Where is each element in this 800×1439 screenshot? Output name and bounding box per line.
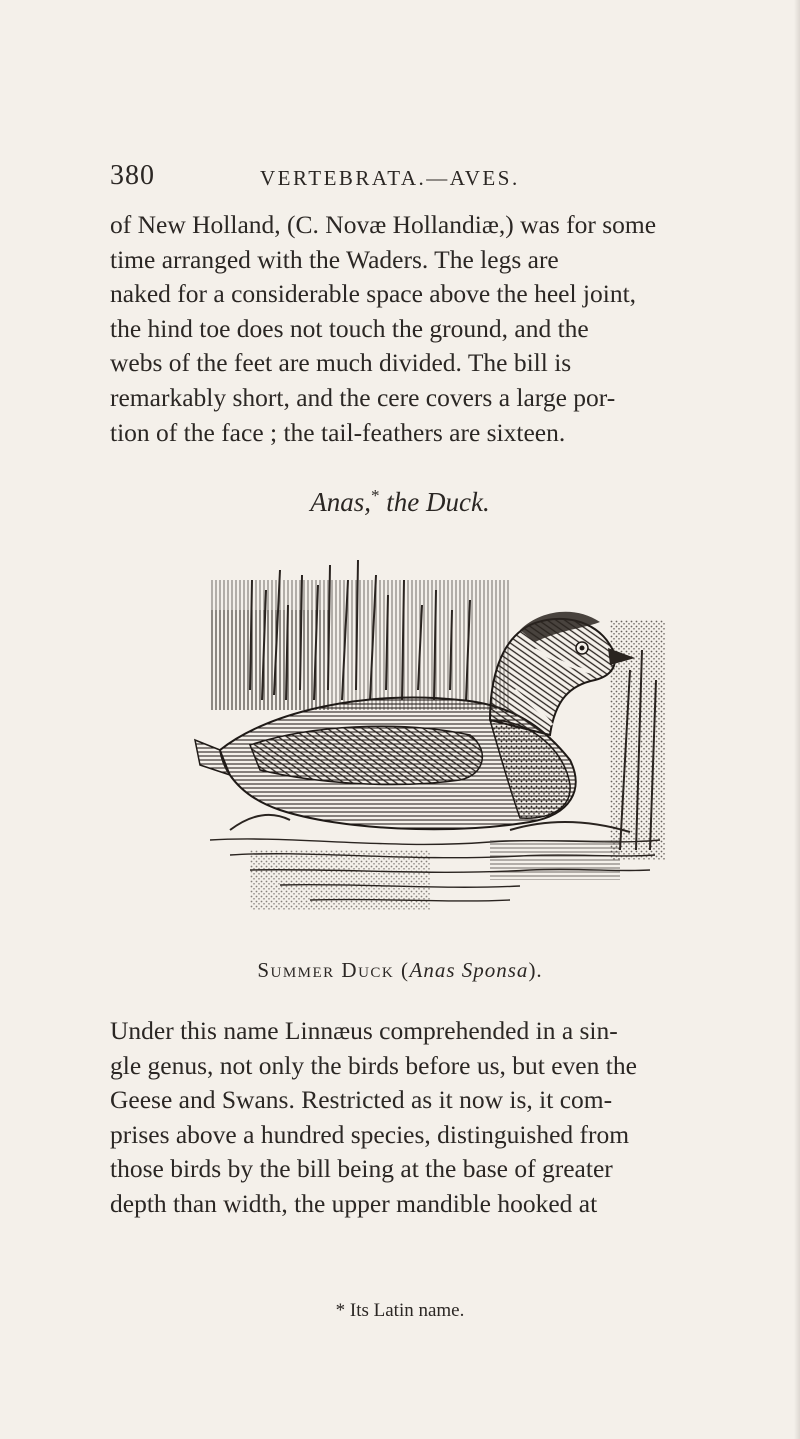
footnote-marker: *: [371, 486, 380, 505]
text-line: Geese and Swans. Restricted as it now is, it com-: [110, 1085, 613, 1115]
text-line: naked for a considerable space above the heel joint,: [110, 279, 637, 309]
text-line: remarkably short, and the cere covers a large por-: [110, 382, 616, 412]
page-number: 380: [110, 160, 155, 191]
genus-name: Anas,: [310, 487, 372, 517]
figure-caption: [0, 958, 800, 983]
caption-common-name: Summer Duck (: [257, 958, 410, 982]
section-heading: [0, 486, 800, 518]
text-line: prises above a hundred species, distinguished from: [110, 1119, 630, 1149]
running-head: VERTEBRATA.—AVES.: [260, 166, 520, 190]
caption-suffix: ).: [528, 958, 543, 982]
text-line: of New Holland, (C. Novæ Hollandiæ,) was for some: [110, 210, 657, 239]
summer-duck-engraving: [190, 550, 670, 935]
text-line: Under this name Linnæus comprehended in a sin-: [110, 1016, 618, 1045]
text-line: the hind toe does not touch the ground, and the: [110, 313, 589, 343]
caption-latin-name: Anas Sponsa: [409, 958, 529, 982]
footnote-text: Its Latin name.: [349, 1300, 465, 1321]
text-line: depth than width, the upper mandible hooked at: [110, 1188, 598, 1218]
paragraph-2: [110, 1014, 702, 1222]
page-header: [110, 160, 710, 196]
text-line: gle genus, not only the birds before us, but even the: [110, 1050, 637, 1080]
footnote-marker: *: [335, 1300, 346, 1321]
text-line: time arranged with the Waders. The legs are: [110, 244, 559, 274]
text-line: tion of the face ; the tail-feathers are sixteen.: [110, 417, 566, 447]
text-line: those birds by the bill being at the base of greater: [110, 1154, 613, 1184]
page-edge-shadow: [794, 0, 800, 1439]
footnote: [0, 1300, 800, 1322]
common-name: the Duck.: [379, 487, 490, 517]
reeds-background: [210, 560, 510, 710]
paragraph-1: [110, 208, 702, 450]
text-line: webs of the feet are much divided. The bill is: [110, 348, 572, 378]
